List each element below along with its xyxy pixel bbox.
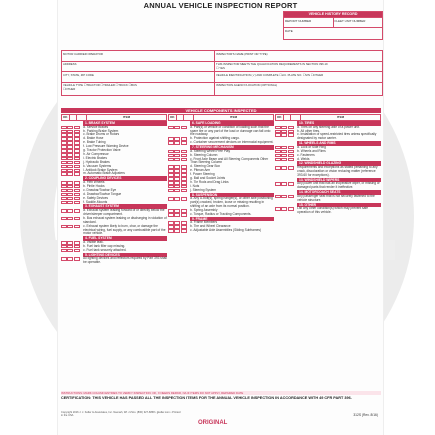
col-head-repaired-date bbox=[291, 115, 301, 120]
section-title: 12. WINDSHIELD GLAZING bbox=[297, 161, 381, 166]
repaired-date-box[interactable] bbox=[74, 201, 80, 205]
item-label: c. Installation of speed-restricted tires unless specifically designated by motor carrier. bbox=[297, 132, 377, 141]
needs-repair-checkbox[interactable] bbox=[281, 195, 287, 199]
repaired-date-box[interactable] bbox=[288, 207, 294, 211]
vehicle-id-field: VEHICLE IDENTIFICATION (✓) AND COMPLETE ☐LIC. PLATE NO. ☐VIN ☐OTHER bbox=[216, 72, 324, 77]
repaired-date-box[interactable] bbox=[181, 197, 187, 201]
ok-checkbox[interactable] bbox=[275, 195, 281, 199]
ok-checkbox[interactable] bbox=[168, 213, 174, 217]
bus-option[interactable]: BUS bbox=[131, 83, 137, 87]
needs-repair-checkbox[interactable] bbox=[174, 213, 180, 217]
needs-repair-checkbox[interactable] bbox=[174, 141, 180, 145]
repaired-date-box[interactable] bbox=[288, 158, 294, 162]
section-title: 1. BRAKE SYSTEM bbox=[83, 121, 167, 126]
ok-checkbox[interactable] bbox=[168, 126, 174, 130]
section-title: 15. OTHER bbox=[297, 203, 381, 208]
col-head-needs-repair bbox=[70, 115, 78, 120]
instructions-line: INSTRUCTIONS: MARK COLUMN ENTRIES TO VERIFY INSPECTION: OK, X NEEDS REPAIR, NA IF ITEMS DO NOT APPLY, REPAIRED DATE bbox=[61, 391, 381, 395]
column-header bbox=[61, 114, 167, 121]
inspection-item bbox=[61, 225, 167, 237]
item-label: a. Lock or Side Ring bbox=[297, 144, 326, 149]
ok-checkbox[interactable] bbox=[61, 209, 67, 213]
ok-checkbox[interactable] bbox=[275, 182, 281, 186]
inspection-item bbox=[275, 195, 381, 203]
item-label: b. Protection against shifting cargo. bbox=[190, 136, 240, 141]
item-label: b. Bus exhaust system leaking or discharging in violation of standard. bbox=[83, 215, 167, 224]
address-field[interactable]: ADDRESS bbox=[62, 62, 215, 72]
needs-repair-checkbox[interactable] bbox=[174, 197, 180, 201]
needs-repair-checkbox[interactable] bbox=[67, 201, 73, 205]
item-label: c. Front Axle Beam and All Steering Components Other Than Steering Column bbox=[190, 156, 269, 165]
item-label: a. Tires on any steering axle of a power unit. bbox=[297, 124, 360, 129]
item-label: c. Brake Drums or Rotors bbox=[83, 132, 120, 137]
item-label: a. Steering Wheel Free Play bbox=[190, 148, 231, 153]
other-type-option[interactable]: OTHER bbox=[65, 87, 76, 91]
item-label: l. Antilock Brake System bbox=[83, 167, 118, 172]
motor-carrier-field[interactable]: MOTOR CARRIER OPERATOR bbox=[62, 51, 215, 61]
repaired-date-box[interactable] bbox=[74, 257, 80, 261]
item-label: f. Low Pressure Warning Device bbox=[83, 144, 129, 149]
ok-checkbox[interactable] bbox=[61, 201, 67, 205]
repaired-date-box[interactable] bbox=[74, 217, 80, 221]
item-label: Any power unit that has an inoperative wiper, or missing or damaged parts that render it ineffective. bbox=[297, 181, 380, 190]
repaired-date-box[interactable] bbox=[181, 158, 187, 162]
needs-repair-checkbox[interactable] bbox=[67, 217, 73, 221]
col-head-ok: OK bbox=[63, 115, 68, 119]
ok-checkbox[interactable] bbox=[275, 207, 281, 211]
item-label: i. Nuts bbox=[190, 183, 200, 188]
item-label: e. Pitman Arm bbox=[190, 168, 211, 173]
inspection-item bbox=[275, 182, 381, 190]
inspection-item bbox=[168, 213, 274, 217]
ok-checkbox[interactable] bbox=[61, 249, 67, 253]
qualified-field bbox=[215, 62, 382, 72]
item-label: k. Vacuum Systems bbox=[83, 163, 112, 168]
needs-repair-checkbox[interactable] bbox=[174, 229, 180, 233]
item-label: a. Visible leak. bbox=[83, 239, 104, 244]
inspection-item bbox=[61, 257, 167, 265]
needs-repair-checkbox[interactable] bbox=[281, 133, 287, 137]
vehicle-id-label: VEHICLE IDENTIFICATION (✓) AND COMPLETE bbox=[216, 72, 279, 77]
item-label: i. Electric Brakes bbox=[83, 155, 107, 160]
ok-checkbox[interactable] bbox=[168, 229, 174, 233]
needs-repair-checkbox[interactable] bbox=[281, 207, 287, 211]
item-label: e. Brake Tubing bbox=[83, 140, 106, 145]
item-label: e. Safety Devices bbox=[83, 195, 108, 200]
yes-checkbox[interactable]: ☐ bbox=[216, 66, 220, 70]
col-head-item: ITEM bbox=[229, 115, 238, 119]
item-label: c. Exhaust system likely to burn, char, or damage the electrical wiring, fuel supply, or any combustible part of the motor vehicle. bbox=[83, 223, 166, 236]
inspection-item bbox=[275, 133, 381, 141]
city-state-zip-field[interactable]: CITY, STATE, ZIP CODE bbox=[62, 72, 215, 82]
column-header bbox=[168, 114, 274, 121]
ok-checkbox[interactable] bbox=[168, 189, 174, 193]
yes-label: YES bbox=[219, 66, 225, 70]
repaired-date-box[interactable] bbox=[181, 141, 187, 145]
inspection-form bbox=[57, 0, 384, 435]
section-title: 8. SUSPENSION bbox=[190, 193, 274, 198]
section-title: 7. STEERING MECHANISM bbox=[190, 145, 274, 150]
item-label: h. Air Compressor bbox=[83, 151, 109, 156]
col-head-item: ITEM bbox=[122, 115, 131, 119]
col-head-item: ITEM bbox=[336, 115, 345, 119]
item-label: b. All other tires. bbox=[297, 128, 321, 133]
component-column bbox=[168, 114, 274, 233]
date-field[interactable]: DATE bbox=[285, 28, 293, 33]
item-label: All lighting devices and reflectors required by Part 393 shall be operable. bbox=[83, 256, 167, 265]
needs-repair-checkbox[interactable] bbox=[174, 189, 180, 193]
item-label: j. Steering System bbox=[190, 187, 217, 192]
section-title: 3. EXHAUST SYSTEM bbox=[83, 204, 167, 209]
inspector-name-field[interactable]: INSPECTOR'S NAME (PRINT OR TYPE) bbox=[216, 51, 268, 56]
repaired-date-box[interactable] bbox=[288, 166, 294, 170]
col-head-needs-repair bbox=[177, 115, 185, 120]
components-header: VEHICLE COMPONENTS INSPECTED bbox=[61, 108, 381, 113]
item-label: a. Any U-bolt(s), spring hanger(s), or other axle positioning part(s) cracked, broken, loose or missing resulting in shifting of an axle from its normal position. bbox=[190, 196, 273, 209]
item-label: a. Frame Members bbox=[190, 220, 218, 225]
ok-checkbox[interactable] bbox=[168, 158, 174, 162]
tractor-option[interactable]: TRACTOR bbox=[86, 83, 100, 87]
section-title: 9. FRAME bbox=[190, 217, 274, 222]
report-number-field[interactable]: REPORT NUMBER bbox=[284, 18, 334, 27]
item-label: d. Drawbar/Towbar Tongue bbox=[83, 191, 122, 196]
truck-option[interactable]: TRUCK bbox=[118, 83, 128, 87]
section-title: 11. WHEELS AND RIMS bbox=[297, 141, 381, 146]
item-label: c. Adjustable Axle Assemblies (Sliding Subframes) bbox=[190, 228, 262, 233]
certification-text: CERTIFICATION: THIS VEHICLE HAS PASSED ALL THE INSPECTION ITEMS FOR THE ANNUAL VEHICLE INSPECTION IN ACCORDANCE WITH 49 CFR PART 396. bbox=[61, 396, 352, 400]
repaired-date-box[interactable] bbox=[181, 126, 187, 130]
needs-repair-checkbox[interactable] bbox=[67, 249, 73, 253]
ok-checkbox[interactable] bbox=[275, 158, 281, 162]
item-label: a. Part(s) of vehicle or condition of loading such that the spare tire or any part of the load or dunnage can fall onto the roadway. bbox=[190, 124, 271, 137]
col-head-needs-repair bbox=[284, 115, 292, 120]
col-head-ok: OK bbox=[170, 115, 175, 119]
ok-checkbox[interactable] bbox=[61, 172, 67, 176]
needs-repair-checkbox[interactable] bbox=[67, 257, 73, 261]
col-head-ok: OK bbox=[277, 115, 282, 119]
item-label: b. Spring Assembly bbox=[190, 208, 218, 212]
item-label: List any other condition(s) which may prevent safe operation of this vehicle. bbox=[297, 206, 369, 215]
inspection-item bbox=[275, 207, 381, 215]
item-label: g. Tractor Protection Valve bbox=[83, 148, 121, 153]
ok-checkbox[interactable] bbox=[275, 133, 281, 137]
form-number: 312S (Rev. 8/16) bbox=[353, 413, 378, 417]
inspection-item bbox=[168, 189, 274, 193]
item-label: j. Hydraulic Brakes bbox=[83, 159, 110, 164]
needs-repair-checkbox[interactable] bbox=[281, 158, 287, 162]
item-label: c. Torque, Radius or Tracking Components. bbox=[190, 211, 252, 216]
ok-checkbox[interactable] bbox=[61, 217, 67, 221]
inspection-item bbox=[168, 197, 274, 209]
fleet-unit-number-field[interactable]: FLEET UNIT NUMBER bbox=[334, 18, 366, 23]
repaired-date-box[interactable] bbox=[181, 189, 187, 193]
section-title: 4. FUEL SYSTEM bbox=[83, 236, 167, 241]
item-label: g. Ball and Socket Joints bbox=[190, 176, 226, 181]
item-label: d. Brake Hose bbox=[83, 136, 104, 141]
repaired-date-box[interactable] bbox=[74, 172, 80, 176]
section-title: 13. WINDSHIELD WIPERS bbox=[297, 178, 381, 183]
ok-checkbox[interactable] bbox=[275, 166, 281, 170]
item-label: c. Drawbar/Towbar Eye bbox=[83, 187, 117, 192]
inspection-item bbox=[275, 166, 381, 178]
needs-repair-checkbox[interactable] bbox=[67, 225, 73, 229]
item-label: f. Power Steering bbox=[190, 172, 215, 177]
section-title: 10. TIRES bbox=[297, 121, 381, 126]
component-column bbox=[61, 114, 167, 265]
repaired-date-box[interactable] bbox=[74, 249, 80, 253]
item-label: h. Tie Rods and Drag Links bbox=[190, 179, 229, 184]
item-label: a. Service Brakes bbox=[83, 124, 109, 129]
lic-plate-label[interactable]: LIC. PLATE NO. bbox=[281, 72, 303, 77]
other-label[interactable]: OTHER bbox=[313, 72, 324, 77]
inspection-item bbox=[168, 158, 274, 166]
repaired-date-box[interactable] bbox=[288, 133, 294, 137]
item-label: b. Parking Brake System bbox=[83, 128, 119, 133]
col-head-repaired-date bbox=[184, 115, 194, 120]
needs-repair-checkbox[interactable] bbox=[174, 158, 180, 162]
carrier-info-grid bbox=[61, 50, 383, 96]
needs-repair-checkbox[interactable] bbox=[281, 182, 287, 186]
item-label: a. Fifth Wheels bbox=[83, 179, 105, 184]
vin-label[interactable]: VIN bbox=[305, 72, 311, 77]
needs-repair-checkbox[interactable] bbox=[67, 172, 73, 176]
item-label: c. Container securement devices on intermodal equipment. bbox=[190, 140, 274, 145]
item-label: m. Automatic Brake Adjusters bbox=[83, 171, 125, 176]
section-title: 6. SAFE LOADING bbox=[190, 121, 274, 126]
item-label: d. Steering Gear Box bbox=[190, 164, 220, 169]
section-title: 5. LIGHTING DEVICES bbox=[83, 253, 167, 258]
ok-checkbox[interactable] bbox=[168, 141, 174, 145]
repaired-date-box[interactable] bbox=[74, 225, 80, 229]
ok-checkbox[interactable] bbox=[61, 257, 67, 261]
copyright-text: Copyright 2016 J. J. Keller & Associates, Inc. Neenah, WI • USA • (800) 327-6868 • jjkeller.com • Printed in the USA bbox=[61, 411, 181, 417]
section-title: 2. COUPLING DEVICES bbox=[83, 176, 167, 181]
form-title: ANNUAL VEHICLE INSPECTION REPORT bbox=[143, 1, 298, 10]
ok-checkbox[interactable] bbox=[61, 225, 67, 229]
repaired-date-box[interactable] bbox=[181, 229, 187, 233]
item-label: b. Tire and Wheel Clearance bbox=[190, 224, 231, 229]
vehicle-type-field: VEHICLE TYPE ☐TRACTOR ☐TRAILER ☐TRUCK ☐BUS ☐OTHER bbox=[62, 83, 215, 95]
repaired-date-box[interactable] bbox=[74, 209, 80, 213]
location-field[interactable]: INSPECTION AGENCY/LOCATION (OPTIONAL) bbox=[216, 83, 278, 87]
item-label: b. Steering Column bbox=[190, 152, 218, 157]
ok-checkbox[interactable] bbox=[168, 197, 174, 201]
item-label: Requirements and exceptions as stated pertaining to any crack, discoloration or vision reducing matter (reference 393.60 for exceptions). bbox=[297, 165, 378, 177]
item-label: c. Fasteners bbox=[297, 152, 315, 157]
qualified-label: THIS INSPECTOR MEETS THE QUALIFICATION REQUIREMENTS IN SECTION 396.19 bbox=[216, 62, 328, 66]
item-label: b. Fuel tank filler cap missing. bbox=[83, 243, 126, 248]
item-label: d. Welds bbox=[297, 156, 310, 161]
vehicle-history-record bbox=[283, 11, 383, 40]
repaired-date-box[interactable] bbox=[288, 195, 294, 199]
item-label: Any passenger seat that is not securely fastened to the vehicle structure. bbox=[297, 193, 375, 202]
component-column bbox=[275, 114, 381, 215]
item-label: b. Wheels and Rims bbox=[297, 148, 326, 153]
item-label: c. Fuel tank securely attached. bbox=[83, 247, 127, 252]
needs-repair-checkbox[interactable] bbox=[174, 126, 180, 130]
vehicle-type-label: VEHICLE TYPE bbox=[63, 83, 84, 87]
col-head-repaired-date bbox=[77, 115, 87, 120]
needs-repair-checkbox[interactable] bbox=[281, 166, 287, 170]
item-label: f. Saddle-Mounts bbox=[83, 199, 108, 204]
needs-repair-checkbox[interactable] bbox=[67, 209, 73, 213]
section-title: 14. MOTORCOACH SEATS bbox=[297, 190, 381, 195]
repaired-date-box[interactable] bbox=[288, 182, 294, 186]
history-header: VEHICLE HISTORY RECORD bbox=[284, 12, 382, 17]
column-header bbox=[275, 114, 381, 121]
trailer-option[interactable]: TRAILER bbox=[103, 83, 115, 87]
original-label: ORIGINAL bbox=[198, 420, 228, 426]
repaired-date-box[interactable] bbox=[181, 213, 187, 217]
item-label: a. Exhaust system leaking forward of or directly below the driver/sleeper compartment. bbox=[83, 208, 165, 216]
inspection-item bbox=[168, 229, 274, 233]
item-label: b. Pintle Hooks bbox=[83, 183, 105, 188]
